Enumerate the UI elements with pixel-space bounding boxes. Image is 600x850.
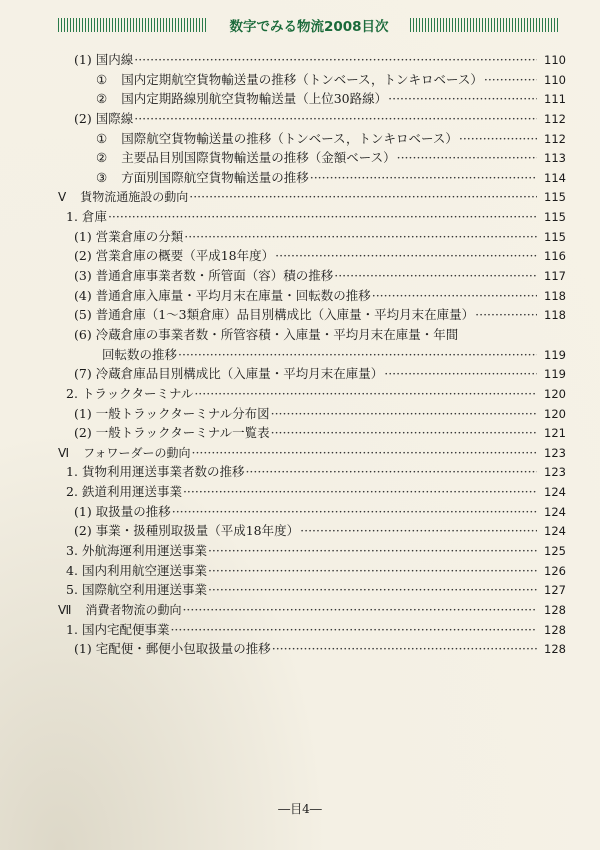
toc-entry-page: 119 (544, 347, 566, 362)
toc-entry-text: 方面別国際航空貨物輸送量の推移 (121, 169, 309, 185)
toc-entry-title (96, 148, 396, 168)
toc-entry[interactable] (58, 580, 566, 600)
toc-entry-page: 112 (544, 111, 566, 126)
toc-entry-text: 取扱量の推移 (95, 503, 171, 519)
toc-entry-marker: (4) (74, 287, 92, 303)
toc-entry-marker: 5. (66, 582, 78, 598)
toc-entry-page: 115 (544, 210, 566, 225)
toc-entry-title (96, 89, 387, 109)
toc-entry-title (74, 325, 458, 345)
toc-entry-title (74, 404, 270, 424)
toc-entry-marker: 1. (66, 464, 78, 480)
toc-entry-page: 113 (544, 151, 566, 166)
toc-entry-marker: (3) (74, 268, 92, 284)
toc-entry-text: フォワーダーの動向 (83, 445, 191, 460)
leader-dots (178, 345, 537, 365)
toc-entry-marker: (2) (74, 110, 92, 126)
leader-dots (272, 639, 537, 659)
leader-dots (271, 423, 537, 443)
leader-dots (388, 89, 537, 109)
toc-entry-text: 国内定期路線別航空貨物輸送量（上位30路線） (121, 91, 388, 107)
toc-entry-page: 123 (544, 445, 566, 460)
toc-entry-page: 112 (544, 131, 566, 146)
toc-entry-page: 118 (544, 308, 566, 323)
toc-entry-title (74, 109, 133, 129)
toc-entry-text: トラックターミナル (81, 385, 194, 401)
toc-entry-page: 111 (544, 92, 566, 107)
toc-entry-text: 営業倉庫の分類 (95, 228, 184, 244)
toc-entry-marker: Ⅶ (58, 602, 72, 617)
leader-dots (134, 50, 537, 70)
toc-entry[interactable] (58, 227, 566, 247)
toc-entry-page: 110 (544, 72, 566, 87)
toc-entry-text: 国内定期航空貨物輸送量の推移（トンベース，トンキロベース） (121, 71, 483, 87)
toc-entry-title (66, 541, 207, 561)
leader-dots (170, 620, 537, 640)
leader-dots (475, 305, 537, 325)
leader-dots (310, 168, 537, 188)
toc-entry-text: 回転数の推移 (102, 346, 178, 362)
toc-entry-page: 121 (544, 426, 566, 441)
header-title: 数字でみる物流2008目次 (229, 19, 389, 35)
toc-entry[interactable] (58, 600, 566, 620)
toc-entry-marker: ① (96, 130, 108, 146)
leader-dots (459, 129, 537, 149)
toc-entry-title (74, 305, 474, 325)
toc-entry-page: 119 (544, 367, 566, 382)
toc-entry[interactable] (58, 207, 566, 227)
toc-entry-title (102, 345, 177, 365)
toc-entry-text: 営業倉庫の概要（平成18年度） (95, 248, 275, 264)
toc-entry-text: 国内線 (95, 52, 134, 67)
toc-entry-title (74, 423, 270, 443)
toc-entry-marker: ① (96, 71, 108, 87)
toc-entry-marker: (7) (74, 366, 92, 382)
toc-entry-text: 国内利用航空運送事業 (81, 562, 207, 578)
toc-entry-text: 普通倉庫入庫量・平均月末在庫量・回転数の推移 (95, 287, 371, 303)
toc-entry[interactable] (58, 384, 566, 404)
leader-dots (397, 148, 537, 168)
toc-entry-marker: (2) (74, 248, 92, 264)
toc-entry-marker: (1) (74, 405, 92, 421)
toc-entry-page: 120 (544, 406, 566, 421)
toc-entry-text: 国際線 (95, 110, 134, 126)
page-number: ―目4― (278, 802, 322, 816)
toc-entry[interactable] (58, 482, 566, 502)
leader-dots (300, 521, 537, 541)
toc-entry-text: 外航海運利用運送事業 (81, 543, 207, 559)
toc-entry[interactable] (58, 561, 566, 581)
toc-entry-marker: (1) (74, 228, 92, 244)
toc-entry-title (74, 50, 133, 70)
toc-entry-marker: 4. (66, 562, 78, 578)
toc-entry-marker: 3. (66, 543, 78, 559)
toc-entry-page: 124 (544, 524, 566, 539)
leader-dots (191, 443, 537, 463)
leader-dots (194, 384, 537, 404)
toc-entry-page: 123 (544, 465, 566, 480)
leader-dots (182, 600, 537, 620)
toc-entry-title (66, 580, 207, 600)
toc-entry-marker: ② (96, 91, 108, 107)
toc-entry-page: 127 (544, 583, 566, 598)
leader-dots (245, 462, 537, 482)
toc-entry[interactable] (58, 364, 566, 384)
toc-entry[interactable] (58, 89, 566, 109)
toc-entry-text: 国内宅配便事業 (81, 621, 170, 637)
toc-entry-title (74, 286, 371, 306)
toc-entry-page: 126 (544, 563, 566, 578)
table-of-contents (58, 50, 566, 659)
toc-entry[interactable] (58, 404, 566, 424)
toc-entry-text: 普通倉庫（1～3類倉庫）品目別構成比（入庫量・平均月末在庫量） (95, 307, 475, 323)
toc-entry-page: 128 (544, 642, 566, 657)
leader-dots (172, 502, 537, 522)
leader-dots (384, 364, 537, 384)
leader-dots (334, 266, 537, 286)
toc-entry-marker: Ⅴ (58, 190, 67, 205)
leader-dots (275, 246, 537, 266)
toc-entry-title (66, 462, 244, 482)
toc-entry[interactable] (58, 246, 566, 266)
leader-dots (484, 70, 537, 90)
toc-entry-marker: 1. (66, 621, 78, 637)
toc-entry-page: 115 (544, 229, 566, 244)
toc-entry-title (96, 129, 458, 149)
toc-entry-title (58, 601, 181, 621)
toc-entry-marker: (1) (74, 52, 92, 67)
toc-entry-title (74, 521, 299, 541)
toc-entry-title (66, 384, 193, 404)
toc-entry[interactable] (58, 502, 566, 522)
toc-entry-marker: (1) (74, 641, 92, 657)
toc-entry-marker: (2) (74, 523, 92, 539)
header-bars-left (58, 18, 208, 32)
toc-entry-marker: 2. (66, 385, 78, 401)
toc-entry-page: 115 (544, 190, 566, 205)
toc-entry-text: 鉄道利用運送事業 (81, 484, 182, 500)
toc-entry[interactable] (58, 286, 566, 306)
toc-entry[interactable] (58, 305, 566, 325)
toc-entry-text: 宅配便・郵便小包取扱量の推移 (95, 641, 271, 657)
toc-entry[interactable] (58, 325, 566, 345)
toc-entry-text: 国際航空貨物輸送量の推移（トンベース，トンキロベース） (121, 130, 458, 146)
leader-dots (183, 482, 537, 502)
toc-entry-title (74, 227, 183, 247)
toc-entry-title (74, 364, 383, 384)
toc-entry[interactable] (58, 50, 566, 70)
toc-entry-text: 貨物流通施設の動向 (80, 190, 189, 205)
toc-entry-page: 116 (544, 249, 566, 264)
toc-entry-marker: ③ (96, 169, 108, 185)
toc-entry-title (66, 207, 107, 227)
toc-entry-page: 118 (544, 288, 566, 303)
toc-entry-text: 普通倉庫事業者数・所管面（容）積の推移 (95, 268, 334, 284)
toc-entry-marker: Ⅵ (58, 445, 70, 460)
toc-entry-text: 国際航空利用運送事業 (81, 582, 207, 598)
toc-entry-title (96, 168, 309, 188)
toc-entry[interactable] (58, 168, 566, 188)
leader-dots (208, 541, 537, 561)
toc-entry-page: 120 (544, 386, 566, 401)
toc-entry-title (58, 444, 190, 464)
toc-entry-title (58, 188, 188, 208)
toc-entry-page: 114 (544, 170, 566, 185)
toc-entry[interactable] (58, 129, 566, 149)
leader-dots (184, 227, 537, 247)
leader-dots (189, 187, 537, 207)
toc-entry-text: 倉庫 (81, 209, 107, 225)
toc-entry-text: 消費者物流の動向 (85, 602, 182, 617)
leader-dots (271, 404, 537, 424)
toc-entry[interactable] (58, 443, 566, 463)
leader-dots (372, 286, 537, 306)
leader-dots (134, 109, 537, 129)
toc-entry[interactable] (58, 148, 566, 168)
leader-dots (108, 207, 537, 227)
toc-entry[interactable] (58, 639, 566, 659)
toc-entry-page: 117 (544, 269, 566, 284)
toc-entry-text: 冷蔵倉庫品目別構成比（入庫量・平均月末在庫量） (95, 366, 384, 382)
toc-entry-text: 一般トラックターミナル一覧表 (95, 425, 270, 441)
toc-entry[interactable] (58, 109, 566, 129)
toc-entry-title (74, 502, 171, 522)
toc-entry-page: 124 (544, 504, 566, 519)
toc-entry-title (66, 561, 207, 581)
toc-entry-title (74, 246, 274, 266)
toc-entry-marker: 2. (66, 484, 78, 500)
toc-entry-title (66, 620, 169, 640)
toc-entry-title (96, 70, 483, 90)
toc-entry-marker: (5) (74, 307, 92, 323)
toc-entry-title (74, 639, 271, 659)
toc-entry-marker: ② (96, 150, 108, 166)
toc-entry[interactable] (58, 70, 566, 90)
leader-dots (208, 580, 537, 600)
toc-entry-page: 125 (544, 544, 566, 559)
toc-entry-page: 124 (544, 485, 566, 500)
toc-entry-title (66, 482, 182, 502)
toc-entry[interactable] (58, 620, 566, 640)
toc-entry-text: 冷蔵倉庫の事業者数・所管容積・入庫量・平均月末在庫量・年間 (95, 326, 459, 342)
toc-entry[interactable] (58, 462, 566, 482)
toc-entry-marker: (1) (74, 503, 92, 519)
toc-entry-page: 128 (544, 622, 566, 637)
toc-entry-text: 一般トラックターミナル分布図 (95, 405, 270, 421)
toc-entry[interactable] (58, 266, 566, 286)
toc-entry-marker: 1. (66, 209, 78, 225)
toc-entry[interactable] (58, 423, 566, 443)
toc-entry[interactable] (58, 345, 566, 365)
toc-entry-text: 主要品目別国際貨物輸送量の推移（金額ベース） (121, 150, 396, 166)
toc-entry-text: 事業・扱種別取扱量（平成18年度） (95, 523, 300, 539)
toc-entry-marker: (2) (74, 425, 92, 441)
leader-dots (208, 561, 537, 581)
toc-entry-page: 110 (544, 53, 566, 67)
toc-entry-text: 貨物利用運送事業者数の推移 (81, 464, 245, 480)
toc-entry-marker: (6) (74, 326, 92, 342)
header-bars-right (410, 18, 560, 32)
toc-entry[interactable] (58, 187, 566, 207)
toc-entry[interactable] (58, 541, 566, 561)
toc-entry[interactable] (58, 521, 566, 541)
header-banner (58, 12, 560, 38)
toc-entry-title (74, 266, 333, 286)
toc-entry-page: 128 (544, 602, 566, 617)
